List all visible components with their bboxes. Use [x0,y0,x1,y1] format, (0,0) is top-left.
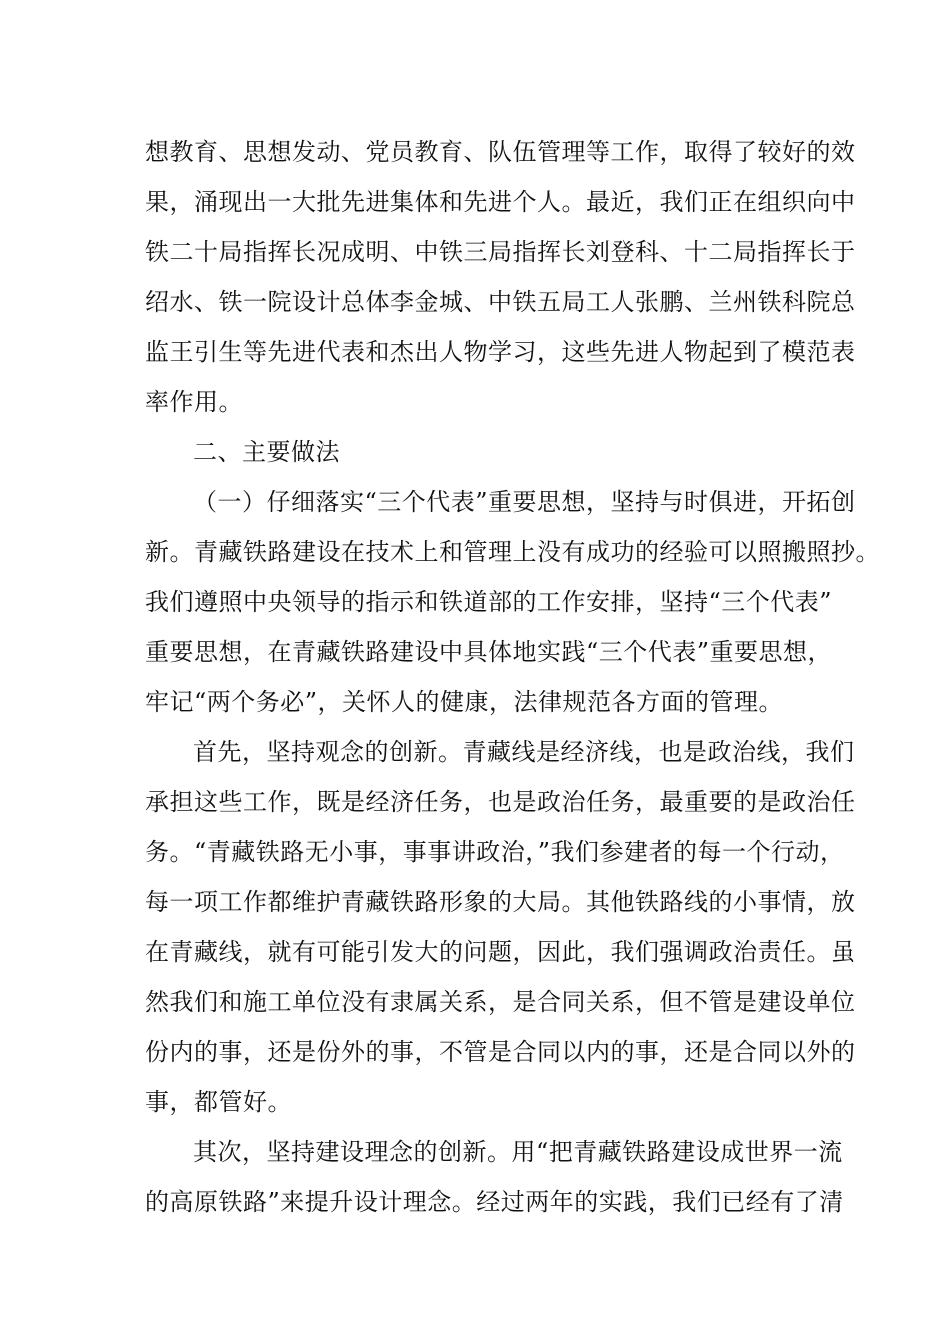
text-line: 监王引生等先进代表和杰出人物学习，这些先进人物起到了模范表 [145,338,856,366]
text-line: 其次，坚持建设理念的创新。用“把青藏铁路建设成世界一流 [193,1138,843,1166]
text-line: 重要思想，在青藏铁路建设中具体地实践“三个代表”重要思想， [145,638,833,666]
text-line: 铁二十局指挥长况成明、中铁三局指挥长刘登科、十二局指挥长于 [145,238,856,266]
text-line: 的高原铁路”来提升设计理念。经过两年的实践，我们已经有了清 [145,1188,844,1216]
text-line: 务。“青藏铁路无小事，事事讲政治，”我们参建者的每一个行动， [145,838,845,866]
text-line: 每一项工作都维护青藏铁路形象的大局。其他铁路线的小事情，放 [145,888,856,916]
text-line: 在青藏线，就有可能引发大的问题，因此，我们强调政治责任。虽 [145,938,856,966]
text-line: 然我们和施工单位没有隶属关系，是合同关系，但不管是建设单位 [145,988,856,1016]
text-line: 绍水、铁一院设计总体李金城、中铁五局工人张鹏、兰州铁科院总 [145,288,856,316]
text-line: 果，涌现出一大批先进集体和先进个人。最近，我们正在组织向中 [145,188,856,216]
text-line: 我们遵照中央领导的指示和铁道部的工作安排，坚持“三个代表” [145,588,833,616]
text-line: 份内的事，还是份外的事，不管是合同以内的事，还是合同以外的 [145,1038,856,1066]
text-line: 承担这些工作，既是经济任务，也是政治任务，最重要的是政治任 [145,788,856,816]
section-heading: 二、主要做法 [193,438,340,466]
text-line: 事，都管好。 [145,1088,292,1116]
text-line: 想教育、思想发动、党员教育、队伍管理等工作，取得了较好的效 [145,138,856,166]
text-line: 率作用。 [145,388,243,416]
text-line: 首先，坚持观念的创新。青藏线是经济线，也是政治线，我们 [193,738,855,766]
text-line: 牢记“两个务必”，关怀人的健康，法律规范各方面的管理。 [145,688,784,716]
text-line: 新。青藏铁路建设在技术上和管理上没有成功的经验可以照搬照抄。 [145,538,880,566]
text-line: （一）仔细落实“三个代表”重要思想，坚持与时俱进，开拓创 [193,488,856,516]
